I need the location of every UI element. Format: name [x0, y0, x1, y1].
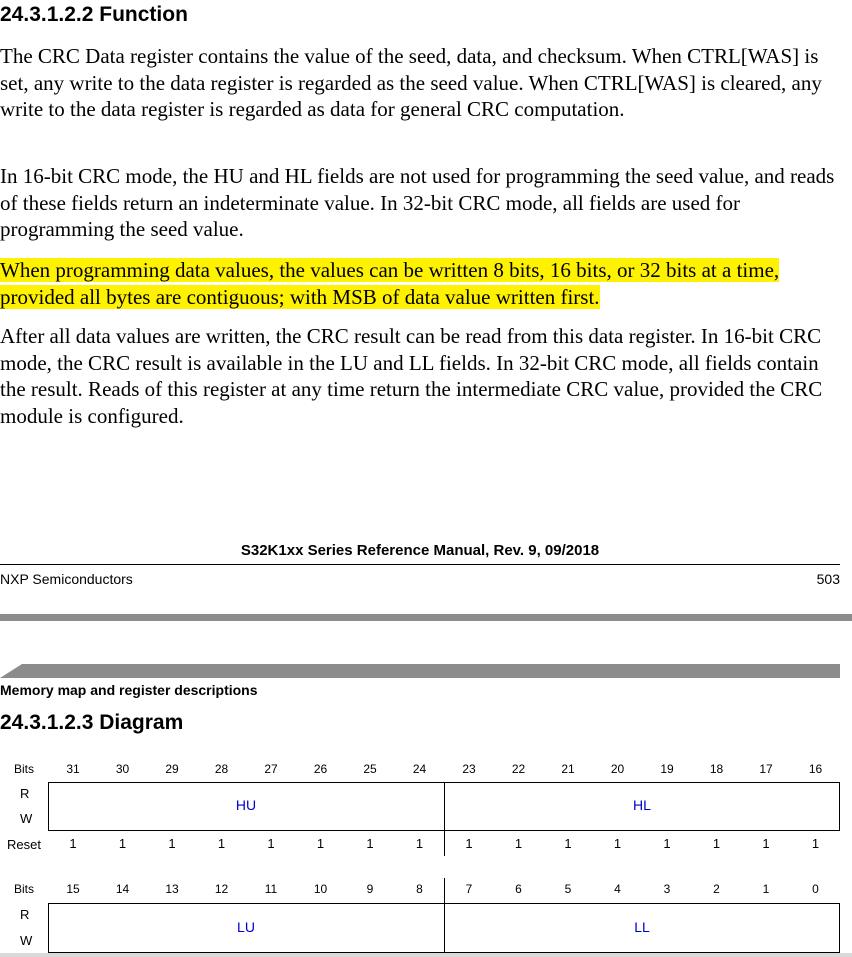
reset-value: 1	[564, 836, 572, 851]
running-header: Memory map and register descriptions	[0, 682, 258, 698]
bit-number: 12	[214, 882, 229, 896]
reset-value: 1	[415, 836, 424, 851]
bit-number: 14	[115, 882, 130, 896]
reset-value: 1	[465, 836, 473, 851]
bit-number: 4	[614, 882, 621, 896]
reset-value: 1	[613, 836, 622, 851]
reset-value: 1	[69, 836, 77, 851]
r-label-lower: R	[20, 907, 30, 922]
field-ll: LL	[634, 919, 650, 935]
field-divider-lower	[444, 878, 445, 953]
footer-page-number: 503	[816, 571, 840, 587]
reset-value: 1	[168, 836, 176, 851]
bits-label-upper: Bits	[14, 762, 35, 776]
paragraph-1: The CRC Data register contains the value of the seed, data, and checksum. When CTRL[WAS] is set, any write to the data register is regarded as the seed value. When CTRL[WAS] is cleared, any write to the data register is regarded as data for general CRC computation.	[0, 44, 822, 121]
paragraph-3-highlighted	[0, 257, 846, 310]
bit-number: 28	[214, 762, 229, 776]
footer-rule	[0, 564, 840, 565]
footer-manual-title: S32K1xx Series Reference Manual, Rev. 9, 09/2018	[240, 542, 600, 559]
highlighted-text: When programming data values, the values can be written 8 bits, 16 bits, or 32 bits at a time, provided all bytes are contiguous; with MSB of data value written first.	[0, 258, 780, 309]
paragraph-4: After all data values are written, the CRC result can be read from this data register. In 16-bit CRC mode, the CRC result is available in the LU and LL fields. In 32-bit CRC mode, all fields contain the result. Reads of this register at any time return the intermediate CRC value, provided the CRC module is configured.	[0, 324, 823, 428]
bit-number: 26	[313, 762, 328, 776]
reset-value: 1	[762, 836, 770, 851]
bit-number: 7	[465, 882, 473, 896]
field-hu: HU	[235, 797, 257, 813]
section-heading-diagram: 24.3.1.2.3 Diagram	[0, 711, 184, 734]
bit-number: 1	[762, 882, 770, 896]
bit-number: 16	[808, 762, 823, 776]
bit-number: 19	[660, 762, 674, 776]
reset-value: 1	[366, 836, 374, 851]
bit-number: 27	[264, 762, 278, 776]
footer-company: NXP Semiconductors	[0, 571, 133, 587]
reset-value: 1	[663, 836, 671, 851]
bit-number: 11	[264, 882, 278, 896]
bit-number: 17	[759, 762, 773, 776]
section-heading-function: 24.3.1.2.2 Function	[0, 3, 188, 26]
bits-label-lower: Bits	[14, 882, 35, 896]
field-lu: LU	[237, 919, 255, 935]
bit-number: 24	[412, 762, 427, 776]
bit-number: 30	[115, 762, 130, 776]
bottom-edge	[0, 953, 852, 957]
bit-number: 13	[165, 882, 179, 896]
page-separator	[0, 614, 852, 621]
bit-number: 8	[416, 882, 423, 896]
reset-label: Reset	[7, 837, 41, 852]
reset-value: 1	[811, 836, 820, 851]
reset-value: 1	[316, 836, 325, 851]
bit-number: 21	[561, 762, 575, 776]
bit-number: 10	[313, 882, 328, 896]
bit-number: 31	[66, 762, 80, 776]
bit-number: 23	[462, 762, 476, 776]
bit-number: 9	[366, 882, 374, 896]
reset-value: 1	[217, 836, 226, 851]
w-label-lower: W	[20, 933, 33, 948]
field-divider-upper	[444, 782, 445, 856]
header-band	[0, 664, 840, 678]
bit-number: 0	[812, 882, 819, 896]
bit-number: 5	[564, 882, 572, 896]
r-label-upper: R	[20, 786, 30, 801]
bit-number: 18	[709, 762, 724, 776]
paragraph-2: In 16-bit CRC mode, the HU and HL fields are not used for programming the seed value, and reads of these fields return an indeterminate value. In 32-bit CRC mode, all fields are used for programming the seed value.	[0, 164, 835, 241]
bit-number: 2	[713, 882, 720, 896]
bit-number: 6	[515, 882, 522, 896]
reset-value: 1	[267, 836, 275, 851]
field-hl: HL	[633, 797, 651, 813]
reset-value: 1	[712, 836, 721, 851]
w-label-upper: W	[20, 811, 33, 826]
bit-number: 22	[511, 762, 526, 776]
reset-value: 1	[514, 836, 523, 851]
bit-number: 29	[165, 762, 179, 776]
bit-number: 25	[363, 762, 377, 776]
bit-number: 3	[663, 882, 671, 896]
bit-number: 20	[610, 762, 625, 776]
reset-value: 1	[118, 836, 127, 851]
bit-number: 15	[66, 882, 80, 896]
